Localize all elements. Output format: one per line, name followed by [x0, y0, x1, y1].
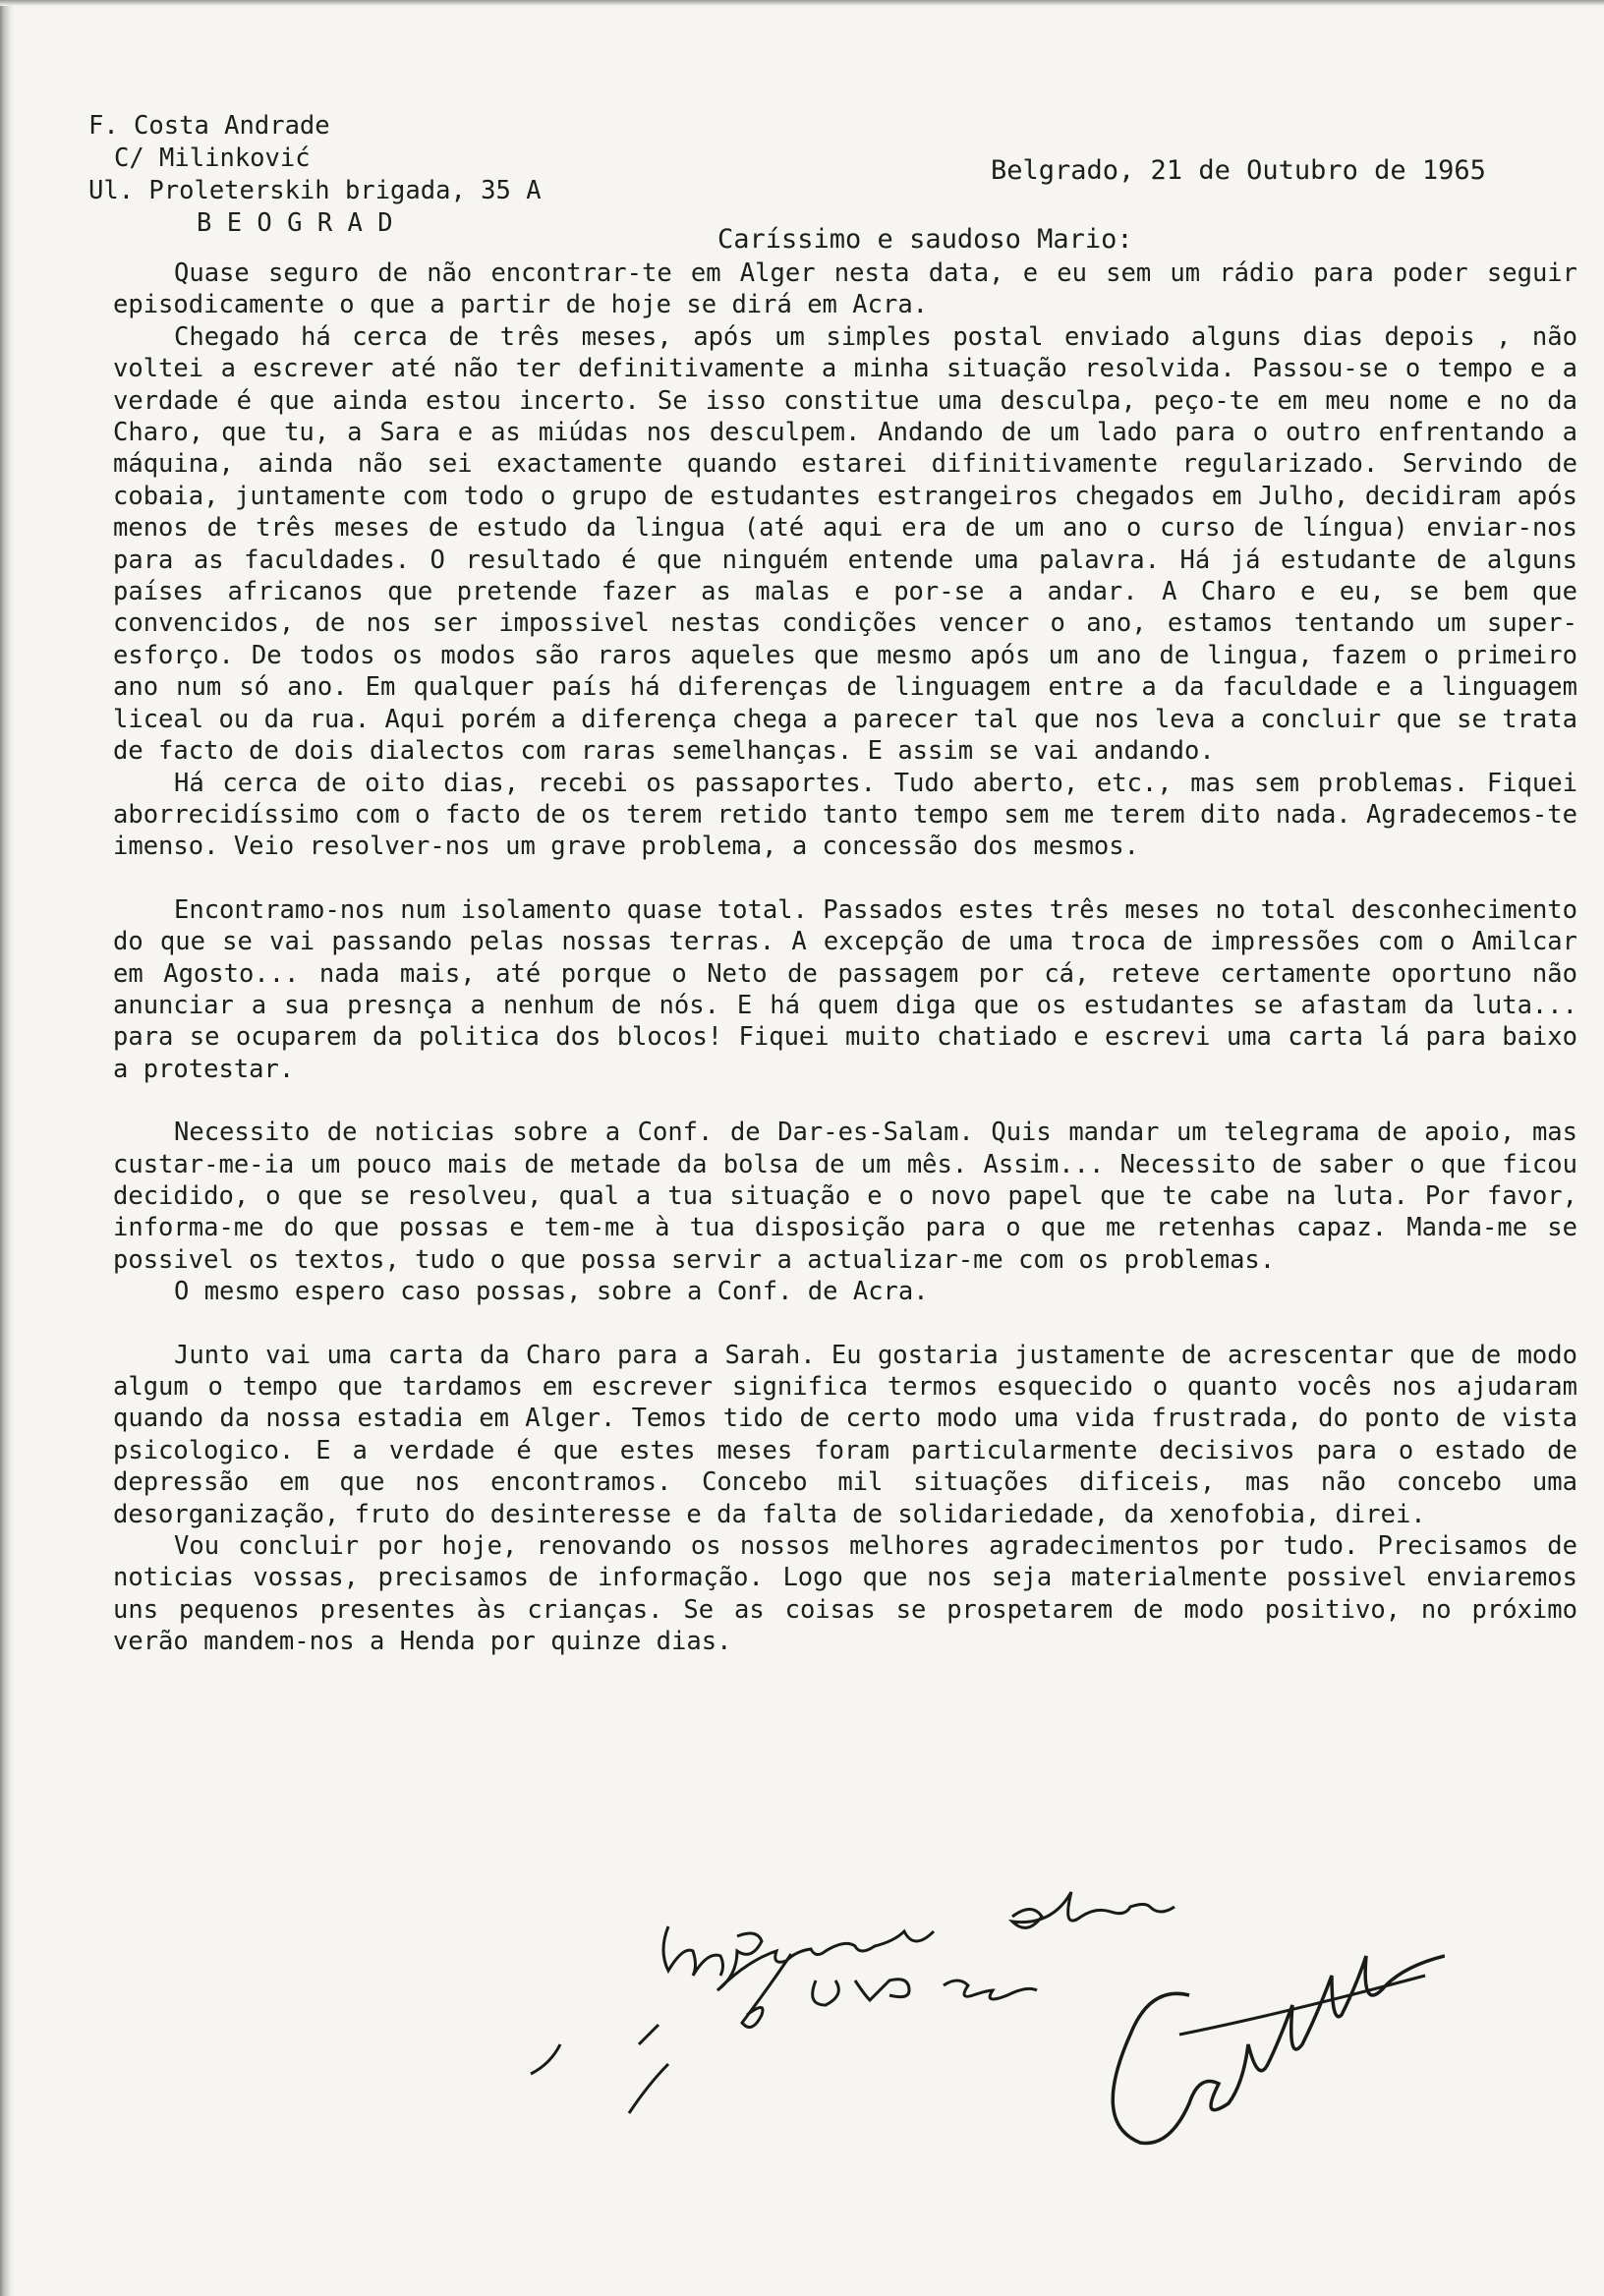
- paragraph-5: Necessito de noticias sobre a Conf. de Dar-es-Salam. Quis mandar um telegrama de apoio, mas custar-me-ia um pouco mais de metade da bolsa de um mês. Assim... Necessito de saber o que ficou decidido, o que se resolveu, qual a tua situação e o novo papel que te cabe na luta. Por favor, informa-me do que possas e tem-me à tua disposição para o que me retenhas capaz. Manda-me se possivel os textos, tudo o que possa servir a actualizar-me com os problemas.: [113, 1118, 1577, 1275]
- page-scan-top: [0, 0, 1604, 6]
- sender-street: Ul. Proleterskih brigada, 35 A: [88, 176, 542, 205]
- sender-name: F. Costa Andrade: [88, 111, 330, 141]
- paragraph-4: Encontramo-nos num isolamento quase total. Passados estes três meses no total desconhecimento do que se vai passando pelas nossas terras. A excepção de uma troca de impressões com o Amilcar em Agosto... nada mais, até porque o Neto de passagem por cá, reteve certamente oportuno não anunciar a sua presnça a nenhum de nós. E há quem diga que os estudantes se afastam da luta... para se ocuparem da politica dos blocos! Fiquei muito chatiado e escrevi uma carta lá para baixo a protestar.: [113, 894, 1577, 1084]
- date-line: Belgrado, 21 de Outubro de 1965: [991, 155, 1486, 186]
- salutation: Caríssimo e saudoso Mario:: [717, 224, 1133, 255]
- sender-address-block: [88, 110, 542, 240]
- page-scan-edge: [0, 0, 14, 2296]
- letter-body: [113, 258, 1577, 1658]
- handwritten-signature: [501, 1887, 1445, 2211]
- paragraph-2: Chegado há cerca de três meses, após um simples postal enviado alguns dias depois , não voltei a escrever até não ter definitivamente a minha situação resolvida. Passou-se o tempo e a verdade é que ainda estou incerto. Se isso constitue uma desculpa, peço-te em meu nome e no da Charo, que tu, a Sara e as miúdas nos desculpem. Andando de um lado para o outro enfrentando a máquina, ainda não sei exactamente quando estarei difinitivamente regularizado. Servindo de cobaia, juntamente com todo o grupo de estudantes estrangeiros chegados em Julho, decidiram após menos de três meses de estudo da lingua (até aqui era de um ano o curso de língua) enviar-nos para as faculdades. O resultado é que ninguém entende uma palavra. Há já estudante de alguns países africanos que pretende fazer as malas e por-se a andar. A Charo e eu, se bem que convencidos, de nos ser impossivel nestas condições vencer o ano, estamos tentando um super-esforço. De todos os modos são raros aqueles que mesmo após um ano de lingua, fazem o primeiro ano num só ano. Em qualquer país há diferenças de linguagem entre a da faculdade e a linguagem liceal ou da rua. Aqui porém a diferença chega a parecer tal que nos leva a concluir que se trata de facto de dois dialectos com raras semelhanças. E assim se vai andando.: [113, 321, 1577, 767]
- paragraph-8: Vou concluir por hoje, renovando os nossos melhores agradecimentos por tudo. Precisamos de noticias vossas, precisamos de informação. Logo que nos seja materialmente possivel enviaremos uns pequenos presentes às crianças. Se as coisas se prospetarem de modo positivo, no próximo verão mandem-nos a Henda por quinze dias.: [113, 1531, 1577, 1657]
- paragraph-7: Junto vai uma carta da Charo para a Sarah. Eu gostaria justamente de acrescentar que de modo algum o tempo que tardamos em escrever significa termos esquecido o quanto vocês nos ajudaram quando da nossa estadia em Alger. Temos tido de certo modo uma vida frustrada, do ponto de vista psicologico. E a verdade é que estes meses foram particularmente decisivos para o estado de depressão em que nos encontramos. Concebo mil situações dificeis, mas não concebo uma desorganização, fruto do desinteresse e da falta de solidariedade, da xenofobia, direi.: [113, 1340, 1577, 1529]
- paragraph-3: Há cerca de oito dias, recebi os passaportes. Tudo aberto, etc., mas sem problemas. Fiquei aborrecidíssimo com o facto de os terem retido tanto tempo sem me terem dito nada. Agradecemos-te imenso. Veio resolver-nos um grave problema, a concessão dos mesmos.: [113, 768, 1577, 862]
- paragraph-1: Quase seguro de não encontrar-te em Alger nesta data, e eu sem um rádio para poder seguir episodicamente o que a partir de hoje se dirá em Acra.: [113, 258, 1577, 320]
- sender-care-of: C/ Milinković: [114, 144, 311, 173]
- paragraph-6: O mesmo espero caso possas, sobre a Conf. de Acra.: [174, 1277, 929, 1307]
- sender-city: B E O G R A D: [197, 208, 393, 238]
